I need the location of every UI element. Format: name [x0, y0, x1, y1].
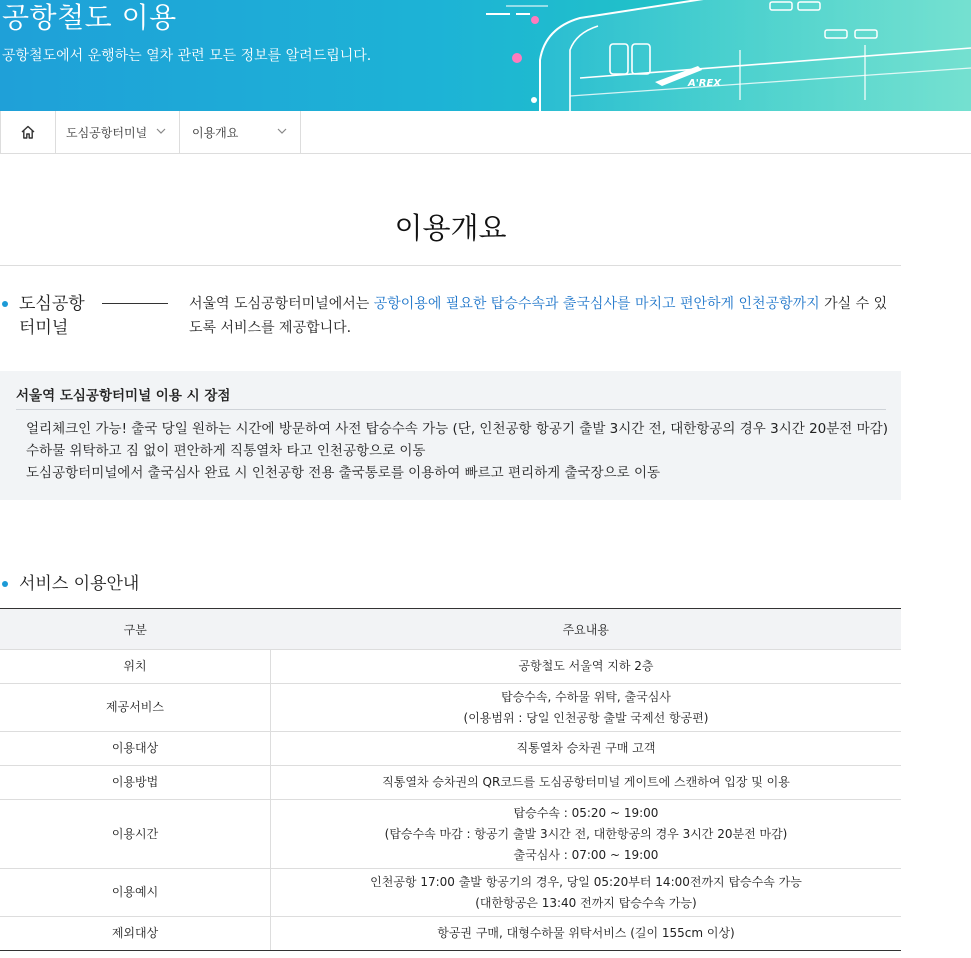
list-item: 도심공항터미널에서 출국심사 완료 시 인천공항 전용 출국통로를 이용하여 빠르고 편리하게 출국장으로 이동	[26, 465, 661, 481]
intro-text: 서울역 도심공항터미널에서는 공항이용에 필요한 탑승수속과 출국심사를 마치고 편안하게 인천공항까지 가실 수 있도록 서비스를 제공합니다.	[189, 296, 888, 336]
chevron-down-icon	[276, 125, 288, 137]
benefits-divider	[16, 409, 886, 410]
home-icon	[20, 124, 36, 140]
breadcrumb	[0, 111, 971, 154]
table-row: 제외대상 항공권 구매, 대형수하물 위탁서비스 (길이 155cm 이상)	[0, 917, 901, 951]
page-title: 이용개요	[394, 211, 507, 245]
column-header: 구분	[0, 609, 271, 650]
table-row: 이용대상 직통열차 승차권 구매 고객	[0, 732, 901, 766]
table-row: 이용예시 인천공항 17:00 출발 항공기의 경우, 당일 05:20부터 14:00전까지 탑승수속 가능 (대한항공은 13:40 전까지 탑승수속 가능)	[0, 869, 901, 917]
heading-dash	[102, 303, 168, 304]
chevron-down-icon	[155, 125, 167, 137]
hero-banner	[0, 0, 971, 111]
service-heading: 서비스 이용안내	[19, 574, 140, 594]
breadcrumb-label: 이용개요	[192, 125, 239, 140]
intro-heading: 도심공항 터미널	[19, 294, 85, 338]
list-item: 얼리체크인 가능! 출국 당일 원하는 시간에 방문하여 사전 탑승수속 가능 (단, 인천공항 항공기 출발 3시간 전, 대한항공의 경우 3시간 20분전 마감)	[26, 421, 888, 437]
benefits-list	[26, 418, 888, 484]
table-row: 제공서비스 탑승수속, 수하물 위탁, 출국심사 (이용범위 : 당일 인천공항 출발 국제선 항공편)	[0, 684, 901, 732]
table-row: 위치 공항철도 서울역 지하 2층	[0, 650, 901, 684]
train-illustration	[470, 0, 971, 111]
column-header: 주요내용	[271, 609, 902, 650]
benefits-title: 서울역 도심공항터미널 이용 시 장점	[16, 388, 231, 404]
bullet-icon	[2, 581, 8, 587]
list-item: 수하물 위탁하고 짐 없이 편안하게 직통열차 타고 인천공항으로 이동	[26, 443, 426, 459]
benefits-box	[0, 371, 901, 500]
table-row: 이용시간 탑승수속 : 05:20 ~ 19:00 (탑승수속 마감 : 항공기 출발 3시간 전, 대한항공의 경우 3시간 20분전 마감) 출국심사 : 07:00 ~ 19:00	[0, 800, 901, 869]
breadcrumb-item-overview[interactable]	[180, 111, 301, 153]
bullet-icon	[2, 301, 8, 307]
intro-highlight: 공항이용에 필요한 탑승수속과 출국심사를 마치고 편안하게 인천공항까지	[373, 296, 820, 312]
breadcrumb-item-terminal[interactable]	[54, 111, 180, 153]
arex-logo: A'REX	[688, 78, 722, 89]
title-divider	[0, 265, 901, 266]
banner-subtitle: 공항철도에서 운행하는 열차 관련 모든 정보를 알려드립니다.	[2, 48, 372, 64]
banner-title: 공항철도 이용	[2, 1, 177, 34]
service-table	[0, 608, 901, 951]
breadcrumb-home[interactable]	[0, 111, 56, 153]
table-row: 이용방법 직통열차 승차권의 QR코드를 도심공항터미널 게이트에 스캔하여 입장 및 이용	[0, 766, 901, 800]
breadcrumb-label: 도심공항터미널	[66, 125, 148, 140]
